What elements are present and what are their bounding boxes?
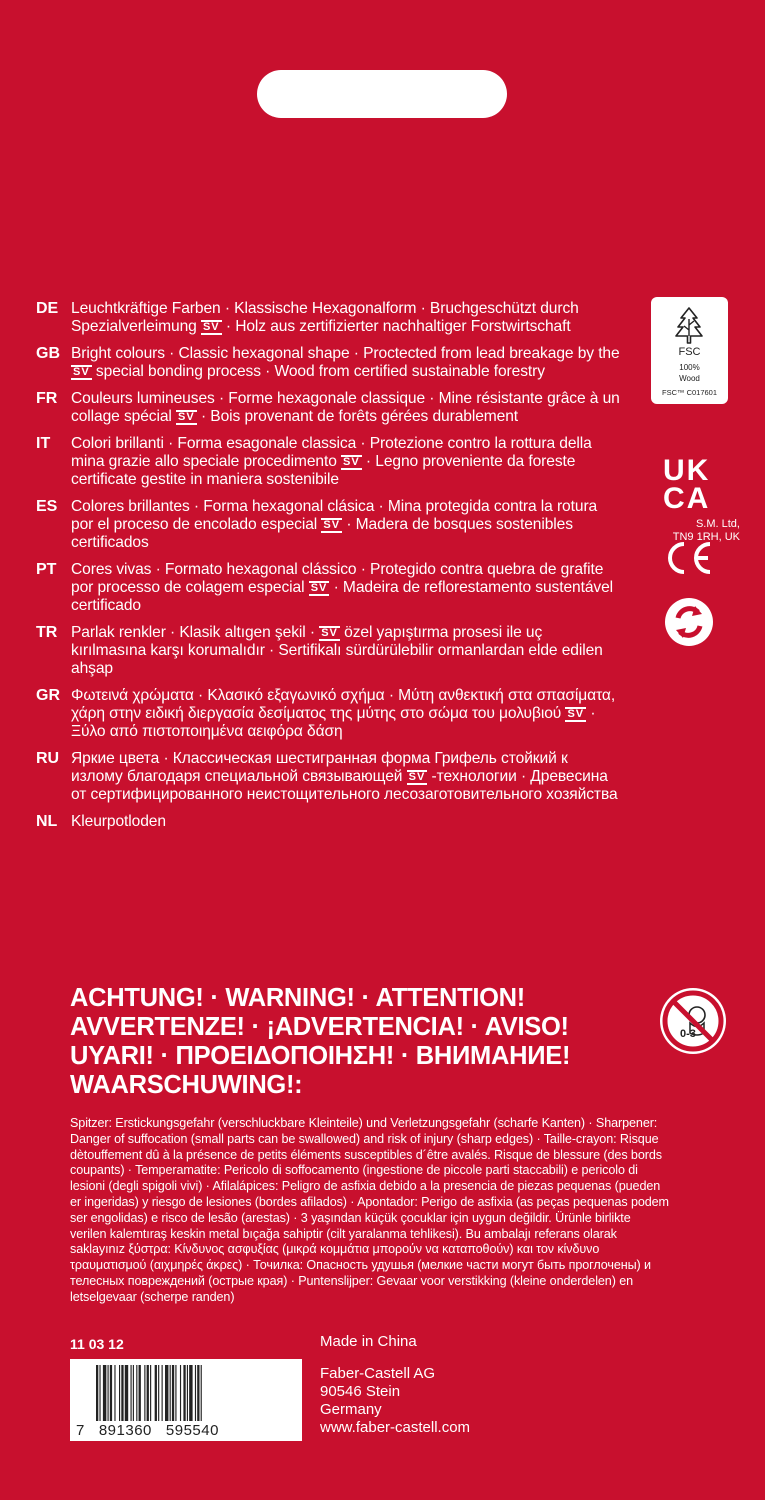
barcode-bar <box>170 1365 171 1421</box>
text-segment: Яркие цвета · Классическая шестигранная форма Грифель стойкий к излому благодаря специальной связывающей <box>71 750 568 785</box>
text-segment: Cores vivas · Formato hexagonal clássico · Protegido contra quebra de grafite por processo de colagem especial <box>71 561 604 596</box>
language-code: IT <box>36 435 51 452</box>
fsc-badge <box>651 297 728 404</box>
sv-mark: SV <box>202 321 220 333</box>
text-segment: · Ξύλο από πιστοποιημένα αειφόρα δάση <box>71 705 596 740</box>
text-segment: special bonding process · Wood from certified sustainable forestry <box>91 363 545 380</box>
sv-mark: SV <box>567 708 585 720</box>
article-number: 11 03 12 <box>70 1336 124 1352</box>
warning-line: WAARSCHUWING!: <box>70 1071 303 1099</box>
text-segment: · Madeira de reflorestamento sustentável certificado <box>71 579 614 614</box>
origin: Made in China <box>320 1333 417 1350</box>
barcode-bar <box>158 1365 159 1421</box>
text-segment: · Holz aus zertifizierter nachhaltiger Forstwirtschaft <box>221 318 571 335</box>
sv-mark: SV <box>178 411 195 423</box>
barcode-bar <box>197 1365 199 1421</box>
fsc-tree-icon <box>669 305 709 345</box>
barcode-bar <box>150 1365 151 1421</box>
barcode-bar <box>187 1365 188 1421</box>
text-segment: · Madera de bosques sostenibles certificados <box>71 516 573 551</box>
text-segment: Parlak renkler · Klasik altıgen şekil · <box>71 624 320 641</box>
language-text <box>71 813 166 831</box>
barcode-bar <box>201 1365 202 1421</box>
fsc-material: Wood <box>679 374 700 383</box>
barcode-bar <box>183 1365 185 1421</box>
language-text <box>71 300 620 336</box>
language-code: NL <box>36 813 58 830</box>
barcode-bar <box>195 1365 196 1421</box>
language-list <box>36 300 620 840</box>
warning-line: ACHTUNG! · WARNING! · ATTENTION! <box>70 984 525 1012</box>
barcode-bar <box>133 1365 134 1421</box>
barcode-bar <box>189 1365 192 1421</box>
barcode-bar <box>110 1365 112 1421</box>
barcode-bar <box>136 1365 137 1421</box>
text-segment: Bright colours · Classic hexagonal shape · Proctected from lead breakage by the <box>71 345 620 362</box>
language-row-fr <box>36 390 620 426</box>
language-code: DE <box>36 300 59 317</box>
language-text <box>71 390 620 426</box>
sv-mark: SV <box>343 456 360 468</box>
sv-mark: SV <box>310 582 328 594</box>
ukca-address: S.M. Ltd, TN9 1RH, UK <box>672 518 740 543</box>
language-code: FR <box>36 390 58 407</box>
language-row-tr <box>36 624 620 678</box>
website: www.faber-castell.com <box>320 1419 471 1436</box>
barcode-bar <box>125 1365 128 1421</box>
language-code: GR <box>36 687 60 704</box>
warning-title <box>70 984 630 1100</box>
warning-line: AVVERTENZE! · ¡ADVERTENCIA! · AVISO! <box>70 1013 569 1041</box>
text-segment: Leuchtkräftige Farben · Klassische Hexagonalform · Bruchgeschützt durch Spezialverleimung <box>71 300 579 335</box>
barcode-bar <box>180 1365 181 1421</box>
barcode-digits: 7 891360 595540 <box>76 1422 219 1439</box>
warning-text: Spitzer: Erstickungsgefahr (verschluckbare Kleinteile) und Verletzungsgefahr (scharfe Kanten) · Sharpener: Danger of suffocation (small parts can be swallowed) and risk of injury (sharp edges) · Taille-crayon: Risque dètouffement dû à la présence de petits éléments susceptibles d´être avalés. Risque de blessure (des bords coupants) · Temperamatite: Pericolo di soffocamento (ingestione de piccole parti staccabili) e pericolo di lesioni (degli spigoli vivi) · Afilalápices: Peligro de asfixia debido a la presencia de piezas pequenas (pueden er ingeridas) y riesgo de lesiones (bordes afilados) · Apontador: Perigo de asfixia (as peças pequenas podem ser engolidas) e risco de lesão (arestas) · 3 yaşından küçük çocuklar için uygun değildir. Ürünle birlikte verilen kalemtıraş keskin metal bıçağa sahiptir (cilt yaralanma tehlikesi). Bu ambalajı referans olarak saklayınız ξύστρα: Κίνδυνος ασφυξίας (μικρά κομμάτια μπορούν να καταποθούν) και τον κίνδυνο τραυματισμού (αιχμηρές άκρες) · Точилка: Опасность удушья (мелкие части могут быть проглочены) и телесных повреждений (острые края) · Puntenslijper: Gevaar voor verstikking (kleine onderdelen) en letselgevaar (scherpe randen) <box>70 1116 669 1304</box>
recycle-icon <box>664 597 714 647</box>
text-segment: Colores brillantes · Forma hexagonal clásica · Mina protegida contra la rotura por el proceso de encolado especial <box>71 498 598 533</box>
text-segment: Couleurs lumineuses · Forme hexagonale classique · Mine résistante grâce à un collage spécial <box>71 390 620 425</box>
barcode-bar <box>155 1365 157 1421</box>
language-row-gb <box>36 345 620 381</box>
text-segment: · Legno proveniente da foreste certificate gestite in maniera sostenibile <box>71 453 576 488</box>
hang-hole <box>257 70 507 118</box>
manufacturer-info <box>320 1333 470 1437</box>
fsc-percent: 100% <box>679 363 700 372</box>
language-row-es <box>36 498 620 552</box>
language-text <box>71 561 620 615</box>
barcode-bar <box>139 1365 141 1421</box>
language-code: PT <box>36 561 57 578</box>
language-row-gr <box>36 687 620 741</box>
sv-mark: SV <box>73 366 90 378</box>
language-text <box>71 624 620 678</box>
language-row-it <box>36 435 620 489</box>
language-row-pt <box>36 561 620 615</box>
barcode-bar <box>103 1365 106 1421</box>
text-segment: özel yapıştırma prosesi ile uç kırılmasına karşı korumalıdır · Sertifikalı sürdürülebilir ormanlardan elde edilen ahşap <box>71 624 603 677</box>
barcode-bar <box>147 1365 149 1421</box>
barcode-bar <box>172 1365 174 1421</box>
language-text <box>71 750 620 804</box>
language-row-de <box>36 300 620 336</box>
text-segment: Kleurpotloden <box>71 813 166 830</box>
barcode-bar <box>162 1365 163 1421</box>
sv-mark: SV <box>321 627 338 639</box>
language-text <box>71 435 620 489</box>
sv-mark: SV <box>323 519 341 531</box>
ce-mark-icon <box>662 538 718 578</box>
barcode-bar <box>108 1365 109 1421</box>
fsc-license: FSC™ C017601 <box>661 388 718 397</box>
language-text <box>71 498 620 552</box>
ukca-mark: UK CA <box>663 454 711 515</box>
barcode-bar <box>165 1365 168 1421</box>
barcode <box>70 1359 302 1441</box>
barcode-bars <box>96 1365 292 1421</box>
language-code: ES <box>36 498 58 515</box>
barcode-bar <box>96 1365 98 1421</box>
language-row-nl <box>36 813 620 831</box>
age-label: 0-3 <box>680 1028 696 1040</box>
language-row-ru <box>36 750 620 804</box>
barcode-bar <box>175 1365 176 1421</box>
barcode-bar <box>131 1365 132 1421</box>
text-segment: -технологии · Древесина от сертифицированного неистощительного лесозаготовительного хозяйства <box>71 768 618 803</box>
language-code: GB <box>36 345 60 362</box>
text-segment: Colori brillanti · Forma esagonale classica · Protezione contro la rottura della mina grazie allo speciale procedimento <box>71 435 592 470</box>
barcode-bar <box>119 1365 120 1421</box>
barcode-bar <box>121 1365 123 1421</box>
language-text <box>71 345 620 381</box>
country: Germany <box>320 1401 382 1418</box>
text-segment: · Bois provenant de forêts gérées durablement <box>196 408 519 425</box>
language-text <box>71 687 620 741</box>
not-for-children-icon <box>657 985 729 1057</box>
city: 90546 Stein <box>320 1383 401 1400</box>
barcode-bar <box>114 1365 115 1421</box>
barcode-bar <box>99 1365 100 1421</box>
language-code: RU <box>36 750 60 767</box>
barcode-bar <box>144 1365 145 1421</box>
language-code: TR <box>36 624 58 641</box>
fsc-label: FSC <box>678 346 701 358</box>
text-segment: Φωτεινά χρώματα · Κλασικό εξαγωνικό σχήμα · Μύτη ανθεκτική στα σπασίματα, χάρη στην ειδική διεργασία δεσίματος της μύτης στο σώμα του μολυβιού <box>71 687 616 722</box>
sv-mark: SV <box>408 771 426 783</box>
company: Faber-Castell AG <box>320 1365 436 1382</box>
warning-line: UYARI! · ΠΡΟΕΙΔΟΠΟΙΗΣΗ! · ВНИМАНИЕ! <box>70 1042 571 1070</box>
